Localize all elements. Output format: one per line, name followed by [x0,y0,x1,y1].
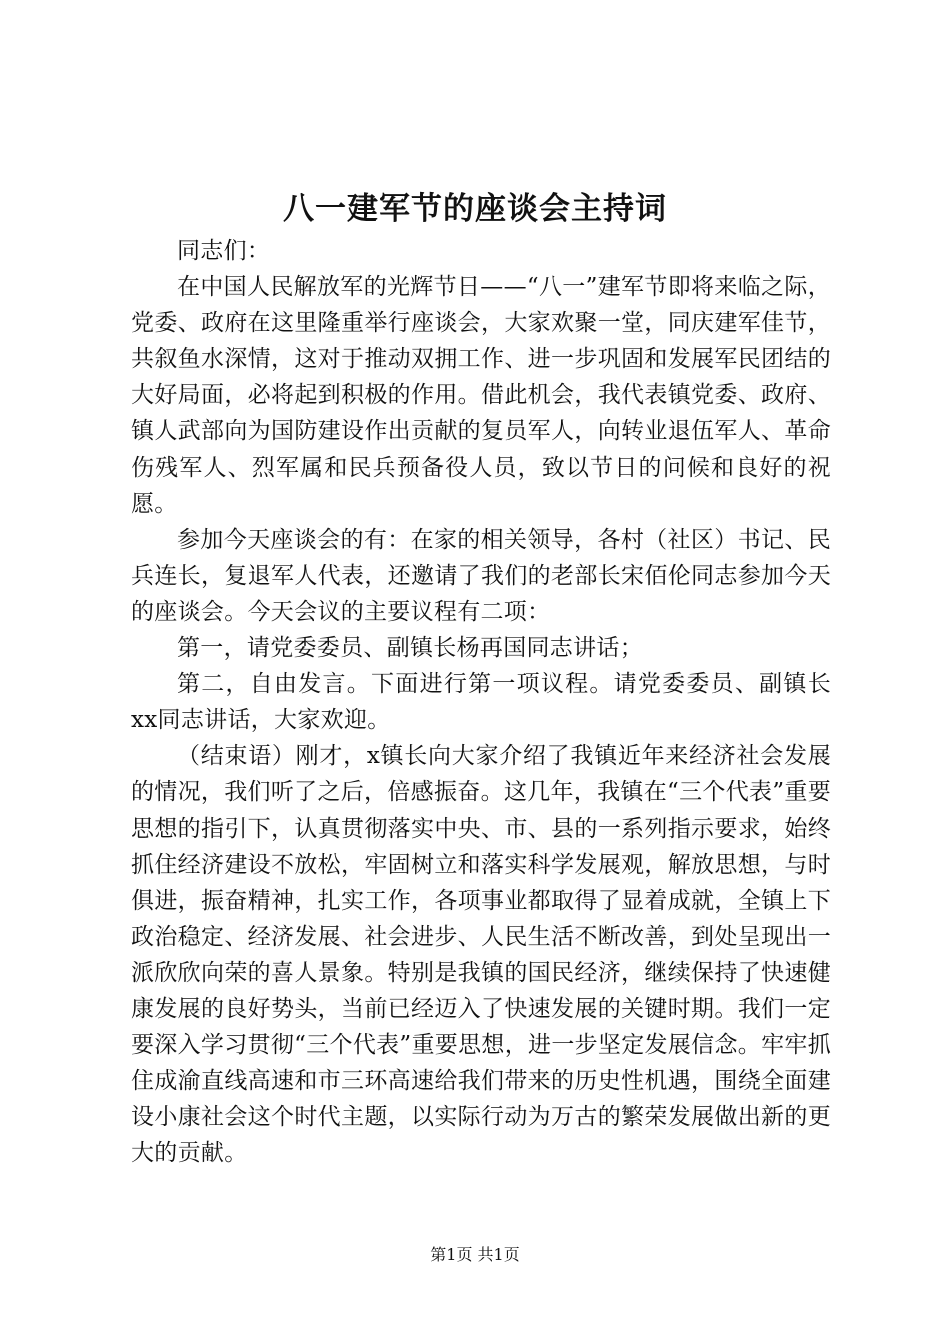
opening-paragraph: 在中国人民解放军的光辉节日——“八一”建军节即将来临之际，党委、政府在这里隆重举行座谈会，大家欢聚一堂，同庆建军佳节，共叙鱼水深情，这对于推动双拥工作、进一步巩固和发展军民团结的大好局面，必将起到积极的作用。借此机会，我代表镇党委、政府、镇人武部向为国防建设作出贡献的复员军人，向转业退伍军人、革命伤残军人、烈军属和民兵预备役人员，致以节日的问候和良好的祝愿。 [131,274,831,517]
attendees-paragraph: 参加今天座谈会的有：在家的相关领导，各村（社区）书记、民兵连长，复退军人代表，还邀请了我们的老部长宋佰伦同志参加今天的座谈会。今天会议的主要议程有二项： [131,526,831,625]
document-title: 八一建军节的座谈会主持词 [283,191,667,227]
page-number-footer: 第1页 共1页 [430,1245,520,1264]
closing-paragraph: （结束语）刚才，x镇长向大家介绍了我镇近年来经济社会发展的情况，我们听了之后，倍感振奋。这几年，我镇在“三个代表”重要思想的指引下，认真贯彻落实中央、市、县的一系列指示要求，始终抓住经济建设不放松，牢固树立和落实科学发展观，解放思想，与时俱进，振奋精神，扎实工作，各项事业都取得了显着成就，全镇上下政治稳定、经济发展、社会进步、人民生活不断改善，到处呈现出一派欣欣向荣的喜人景象。特别是我镇的国民经济，继续保持了快速健康发展的良好势头，当前已经迈入了快速发展的关键时期。我们一定要深入学习贯彻“三个代表”重要思想，进一步坚定发展信念。牢牢抓住成渝直线高速和市三环高速给我们带来的历史性机遇，围绕全面建设小康社会这个时代主题，以实际行动为万古的繁荣发展做出新的更大的贡献。 [131,743,831,1167]
document-body [131,233,831,1171]
agenda-item-one: 第一，请党委委员、副镇长杨再国同志讲话； [177,635,643,662]
agenda-item-two: 第二，自由发言。下面进行第一项议程。请党委委员、副镇长xx同志讲话，大家欢迎。 [131,671,831,734]
salutation-paragraph: 同志们： [177,238,271,264]
